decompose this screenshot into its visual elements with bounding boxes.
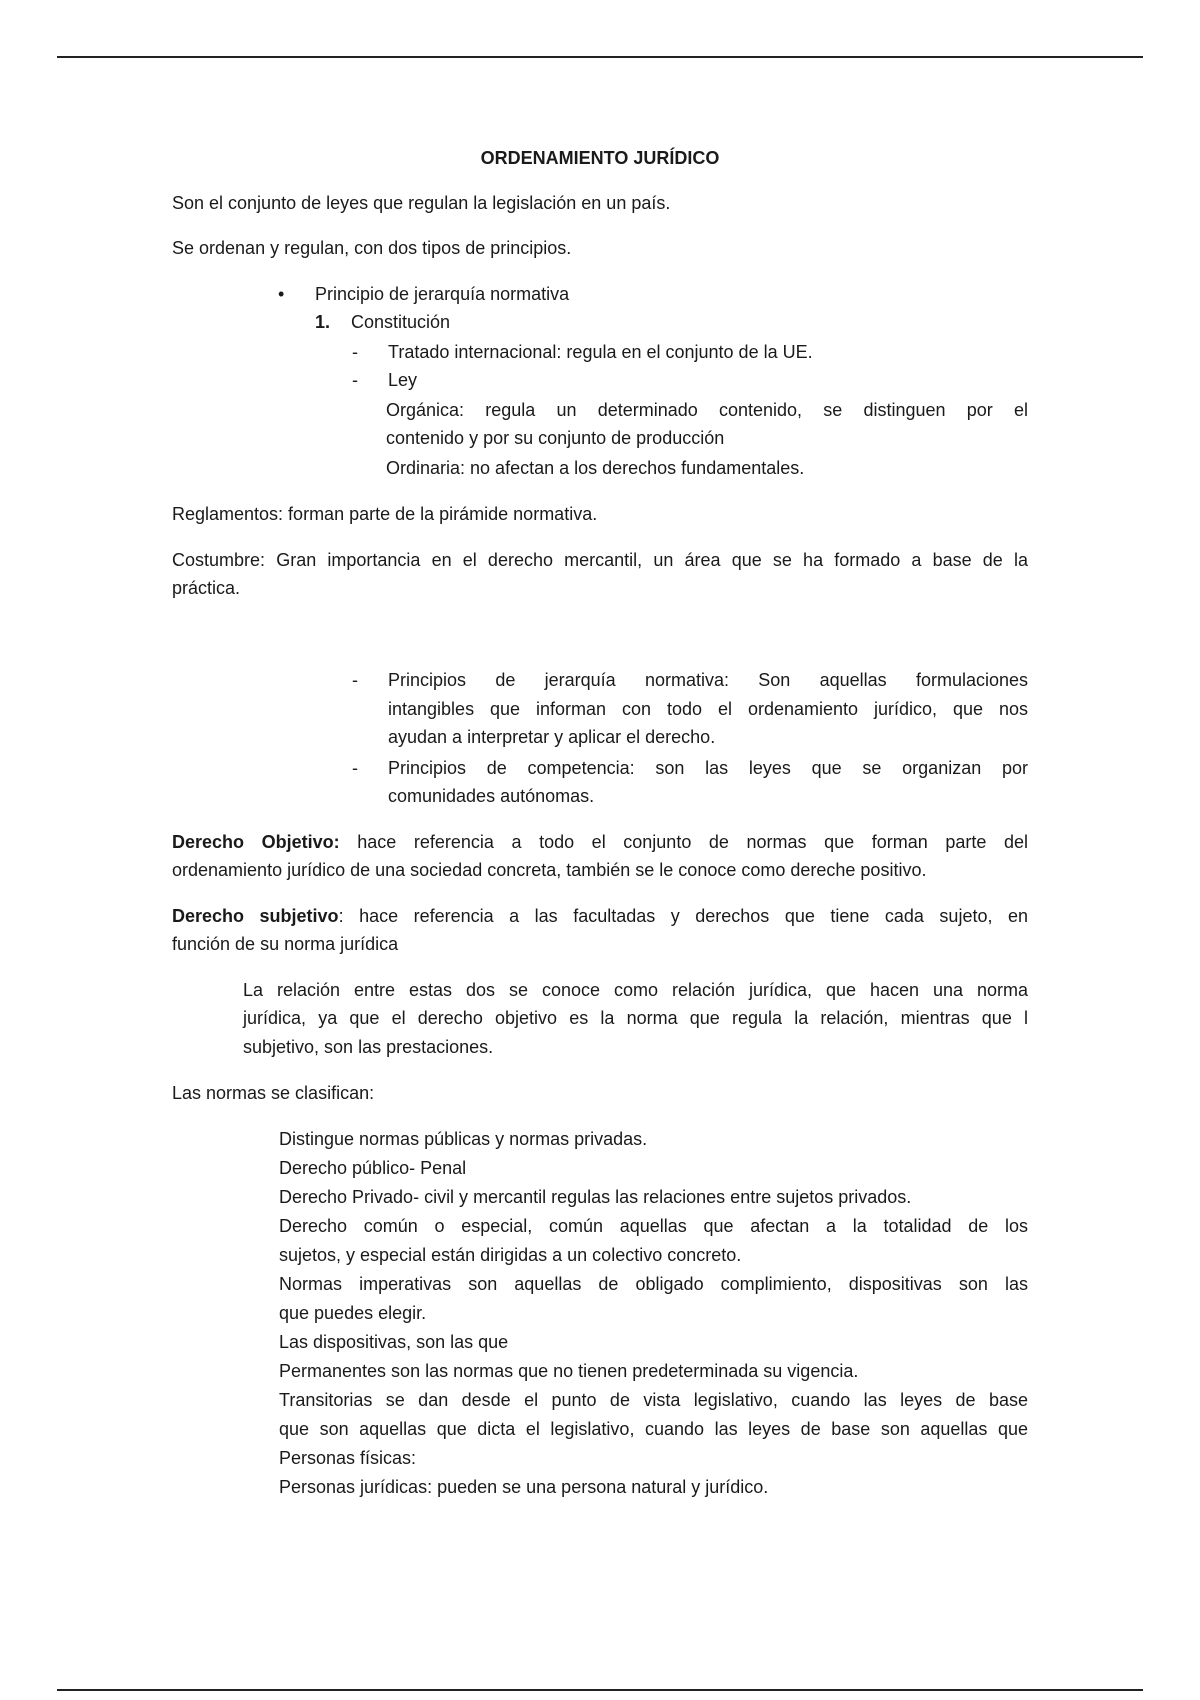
normas-intro: Las normas se clasifican: [172,1083,375,1103]
normas-line: Distingue normas públicas y normas privadas. [279,1129,648,1149]
normas-line: sujetos, y especial están dirigidas a un colectivo concreto. [279,1245,742,1265]
ordinaria-line: Ordinaria: no afectan a los derechos fundamentales. [386,458,805,478]
relacion-line-3: subjetivo, son las prestaciones. [243,1037,494,1057]
derecho-objetivo-term: Derecho Objetivo: [172,832,340,852]
normas-line: Derecho Privado- civil y mercantil regulas las relaciones entre sujetos privados. [279,1187,912,1207]
list-item-tratado: Tratado internacional: regula en el conjunto de la UE. [388,342,813,362]
principios-competencia-line-2: comunidades autónomas. [388,786,595,806]
list-item-ley: Ley [388,370,418,390]
normas-line: que son aquellas que dicta el legislativo, cuando las leyes de base son aquellas que [279,1419,1028,1439]
principios-competencia-line-1: Principios de competencia: son las leyes que se organizan por [388,758,1028,778]
principios-jerarquia-line-1: Principios de jerarquía normativa: Son aquellas formulaciones [388,670,1028,690]
normas-line: Personas jurídicas: pueden se una persona natural y jurídico. [279,1477,769,1497]
relacion-line-2: jurídica, ya que el derecho objetivo es la norma que regula la relación, mientras que l [243,1008,1028,1028]
normas-line: Transitorias se dan desde el punto de vista legislativo, cuando las leyes de base [279,1390,1028,1410]
intro-paragraph-2: Se ordenan y regulan, con dos tipos de principios. [172,238,572,258]
normas-line: que puedes elegir. [279,1303,427,1323]
dash-icon: - [352,758,358,778]
dash-icon: - [352,670,358,690]
derecho-objetivo-line-1 [172,830,1028,854]
derecho-objetivo-text: hace referencia a todo el conjunto de normas que forman parte del [357,832,1028,852]
list-number: 1. [315,312,331,332]
list-item-constitucion: Constitución [351,312,451,332]
normas-line: Personas físicas: [279,1448,417,1468]
normas-line: Derecho público- Penal [279,1158,467,1178]
costumbre-line-1: Costumbre: Gran importancia en el derecho mercantil, un área que se ha formado a base de la [172,550,1028,570]
organica-line-2: contenido y por su conjunto de producción [386,428,725,448]
reglamentos-paragraph: Reglamentos: forman parte de la pirámide normativa. [172,504,598,524]
top-rule [57,56,1143,58]
organica-line-1: Orgánica: regula un determinado contenido, se distinguen por el [386,400,1028,420]
derecho-subjetivo-line-1 [172,904,1028,928]
normas-line: Permanentes son las normas que no tienen predeterminada su vigencia. [279,1361,859,1381]
bottom-rule [57,1689,1143,1691]
principios-jerarquia-line-3: ayudan a interpretar y aplicar el derecho. [388,727,716,747]
derecho-subjetivo-text: : hace referencia a las facultadas y derechos que tiene cada sujeto, en [338,906,1028,926]
normas-line: Normas imperativas son aquellas de obligado complimiento, dispositivas son las [279,1274,1028,1294]
derecho-subjetivo-term: Derecho subjetivo [172,906,339,926]
intro-paragraph-1: Son el conjunto de leyes que regulan la legislación en un país. [172,193,671,213]
derecho-objetivo-line-2: ordenamiento jurídico de una sociedad concreta, también se le conoce como dereche positivo. [172,860,927,880]
normas-line: Derecho común o especial, común aquellas que afectan a la totalidad de los [279,1216,1028,1236]
bullet-icon: • [278,284,285,304]
normas-line: Las dispositivas, son las que [279,1332,509,1352]
page-title: ORDENAMIENTO JURÍDICO [480,148,720,168]
dash-icon: - [352,370,358,390]
principios-jerarquia-line-2: intangibles que informan con todo el ordenamiento jurídico, que nos [388,699,1028,719]
bullet-item-jerarquia: Principio de jerarquía normativa [315,284,570,304]
costumbre-line-2: práctica. [172,578,241,598]
derecho-subjetivo-line-2: función de su norma jurídica [172,934,399,954]
relacion-line-1: La relación entre estas dos se conoce como relación jurídica, que hacen una norma [243,980,1028,1000]
dash-icon: - [352,342,358,362]
